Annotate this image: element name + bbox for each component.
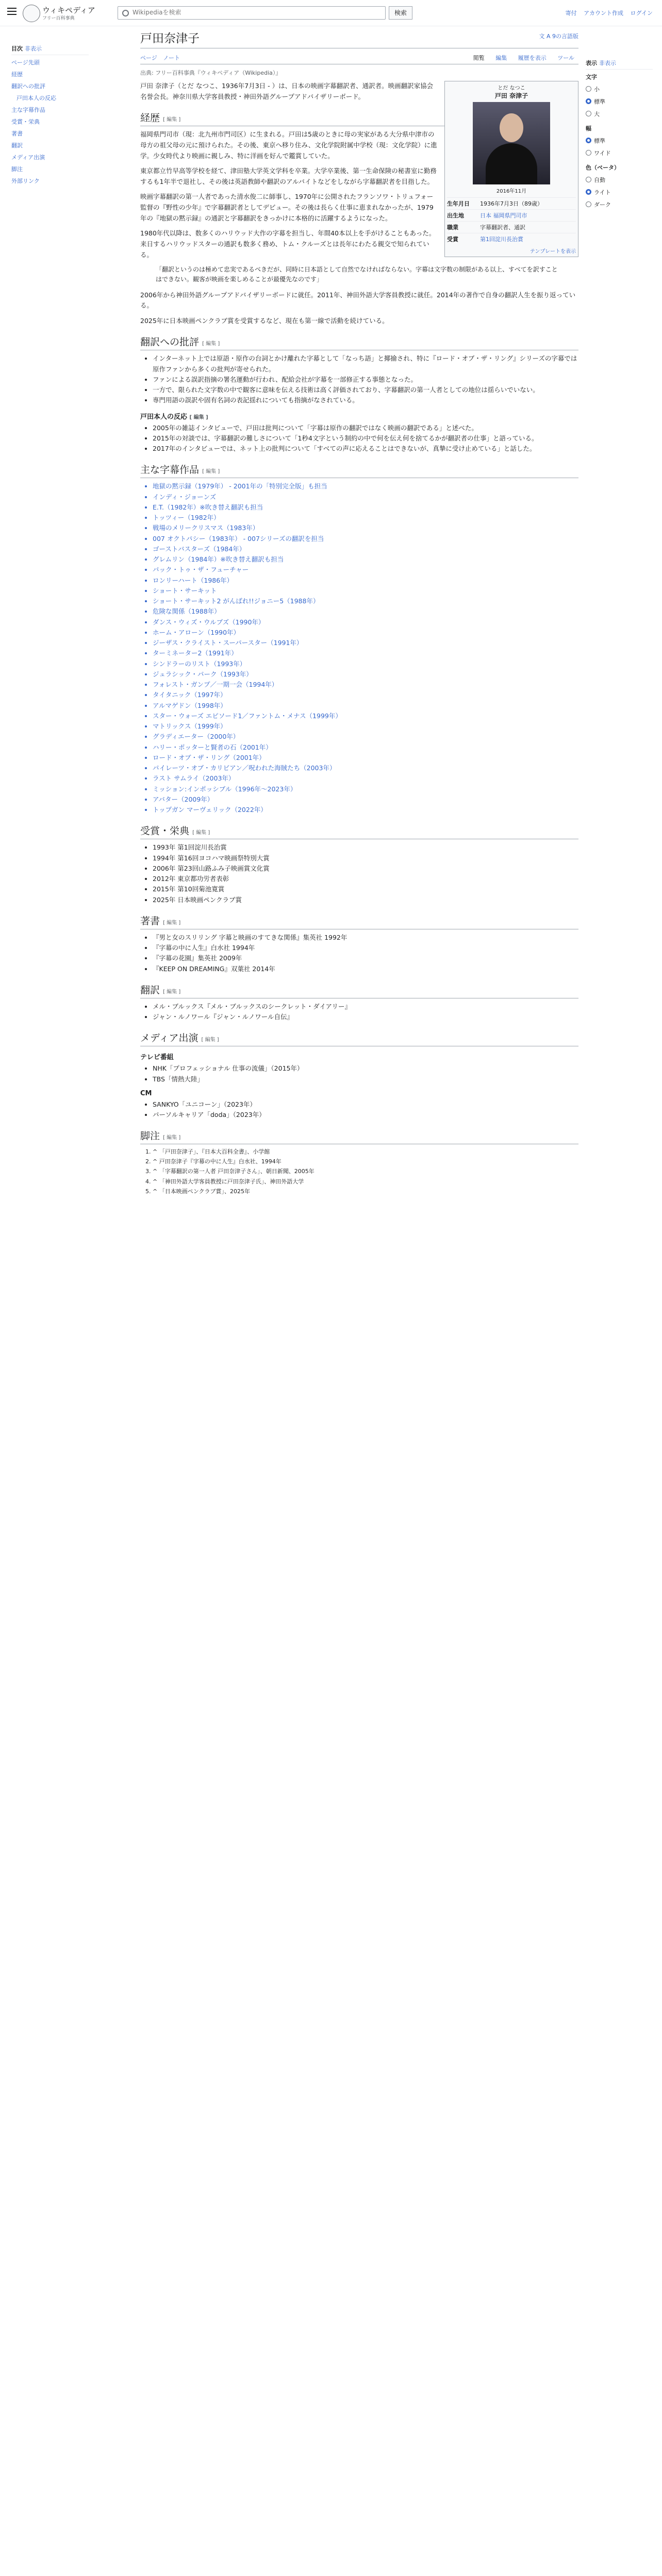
toc-item-awards[interactable]: 受賞・栄典 [11,118,40,125]
work-item[interactable]: • グレムリン（1984年）※吹き替え翻訳も担当 [153,554,578,565]
media-item: • SANKYO「ユニコーン」（2023年） [153,1099,578,1110]
work-item[interactable]: • タイタニック（1997年） [153,690,578,700]
work-item[interactable]: • ショート・サーキット [153,586,578,596]
template-link[interactable]: テンプレートを表示 [529,249,576,255]
site-title[interactable]: ウィキペディア [42,6,95,15]
toc-item-reaction[interactable]: 戸田本人の反応 [16,95,56,101]
work-item[interactable]: • スター・ウォーズ エピソード1／ファントム・メナス（1999年） [153,711,578,721]
infobox-caption: 2016年11月 [496,189,527,194]
blockquote: 「翻訳というのは極めて忠実であるべきだが、同時に日本語として自然でなければならない。字幕は文字数の制限がある以上、すべてを訳すことはできない。観客が映画を楽しめることが最優先なのです」 [156,266,558,283]
edit-link[interactable]: [ 編集 ] [202,469,220,475]
radio-icon [586,111,591,116]
search-input[interactable] [131,8,350,16]
appearance-heading: 表示 非表示 [586,59,653,70]
portrait-image[interactable] [473,102,550,184]
media-cm-heading: CM [140,1089,152,1097]
tv-list [153,1063,578,1084]
radio-selected-icon [586,189,591,195]
header [0,0,662,26]
edit-link[interactable]: [ 編集 ] [201,1037,219,1043]
section-career-heading: 経歴 [ 編集 ] [140,110,578,126]
color-label: 色（ベータ） [586,164,620,171]
book-item: • 『字幕の中に人生』白水社 1994年 [153,943,578,953]
toc-hide-button[interactable]: 非表示 [24,45,42,52]
color-light-option[interactable]: ライト [586,188,653,196]
list-item: • 2017年のインタビューでは、ネット上の批判について「すべての声に応えることはできないが、真摯に受け止めている」と話した。 [153,444,578,454]
work-item[interactable]: • ラスト サムライ（2003年） [153,773,578,784]
work-item[interactable]: • ホーム・アローン（1990年） [153,628,578,638]
work-item[interactable]: • ダンス・ウィズ・ウルブズ（1990年） [153,617,578,628]
toc-item-career[interactable]: 経歴 [11,71,23,78]
tab-page[interactable]: ページ [140,55,157,61]
work-item[interactable]: • ロンリーハート（1986年） [153,575,578,586]
list-item: • 専門用語の誤訳や固有名詞の表記揺れについても指摘がなされている。 [153,395,578,405]
work-item[interactable]: • ハリー・ポッターと賢者の石（2001年） [153,742,578,753]
work-item[interactable]: • 戦場のメリークリスマス（1983年） [153,523,578,533]
work-item[interactable]: • アルマゲドン（1998年） [153,701,578,711]
infobox-row: 受賞 第1回淀川長治賞 [447,233,576,245]
award-item: • 2006年 第23回山路ふみ子映画賞文化賞 [153,863,578,874]
career-paragraph: 1980年代以降は、数多くのハリウッド大作の字幕を担当し、年間40本以上を手がけることもあった。来日するハリウッドスターの通訳も数多く務め、トム・クルーズとは長年にわたる親交で知られている。 [140,229,436,259]
list-item: • 一方で、限られた文字数の中で観客に意味を伝える技術は高く評価されており、字幕翻訳の第一人者としての地位は揺らいでいない。 [153,385,578,395]
translation-item: • ジャン・ルノワール『ジャン・ルノワール自伝』 [153,1012,578,1022]
search-icon [122,10,129,16]
work-item[interactable]: • トッツィー（1982年） [153,513,578,523]
translation-item: • メル・ブルックス『メル・ブルックスのシークレット・ダイアリー』 [153,1002,578,1012]
work-item[interactable]: • 地獄の黙示録（1979年） - 2001年の「特別完全版」も担当 [153,481,578,492]
radio-selected-icon [586,138,591,143]
career-paragraph: 福岡県門司市（現：北九州市門司区）に生まれる。戸田は5歳のときに母の実家がある大分県中津市の母方の祖父母の元に預けられた。その後、東京へ移り住み、文化学院附属中学校（現：文化学院）に進学。少女時代より映画に親しみ、特に洋画を好んで鑑賞していた。 [140,130,437,160]
tab-talk[interactable]: ノート [163,55,180,61]
work-item[interactable]: • アバター（2009年） [153,794,578,805]
career-paragraph: 東京都立竹早高等学校を経て、津田塾大学英文学科を卒業。大学卒業後、第一生命保険の秘書室に勤務するも1年半で退社し、その後は英語教師や翻訳のアルバイトなどをしながら字幕翻訳者を目指した。 [140,167,437,185]
toc-item-external[interactable]: 外部リンク [11,178,40,184]
media-item: • NHK「プロフェッショナル 仕事の流儀」（2015年） [153,1063,578,1074]
section-awards-heading: 受賞・栄典 [ 編集 ] [140,823,578,839]
reference-item[interactable]: 3. ^ 「字幕翻訳の第一人者 戸田奈津子さん」、朝日新聞、2005年 [153,1167,578,1176]
career-paragraph: 映画字幕翻訳の第一人者であった清水俊二に師事し、1970年に公開されたフランソワ・トリュフォー監督の『野性の少年』で字幕翻訳者としてデビュー。その後は長らく仕事に恵まれなかったが、1979年の『地獄の黙示録』の通訳と字幕翻訳をきっかけに本格的に活躍するようになった。 [140,193,434,222]
work-item[interactable]: • ジーザス・クライスト・スーパースター（1991年） [153,638,578,648]
intro-paragraph: 戸田 奈津子（とだ なつこ、1936年7月3日 - ）は、日本の映画字幕翻訳者、通訳者。映画翻訳家協会名誉会長。神奈川県大学客員教授・神田外語グループアドバイザリーボード。 [140,82,434,100]
infobox-row: 出生地 日本 福岡県門司市 [447,209,576,221]
work-item[interactable]: • グラディエーター（2000年） [153,732,578,742]
work-item[interactable]: • ジュラシック・パーク（1993年） [153,669,578,680]
color-dark-option[interactable]: ダーク [586,200,653,209]
edit-link[interactable]: [ 編集 ] [192,830,210,836]
infobox-row: 職業 字幕翻訳者、通訳 [447,221,576,233]
reference-item[interactable]: 4. ^ 「神田外語大学客員教授に戸田奈津子氏」、神田外語大学 [153,1177,578,1186]
toc-heading: 目次 非表示 [11,44,89,55]
radio-icon [586,177,591,182]
appearance-hide-button[interactable]: 非表示 [599,60,616,66]
width-wide-option[interactable]: ワイド [586,149,653,157]
width-label: 幅 [586,125,591,132]
section-books-heading: 著書 [ 編集 ] [140,913,578,929]
portrait-body [486,143,537,184]
radio-icon [586,150,591,156]
books-list [153,933,578,974]
work-item[interactable]: • フォレスト・ガンプ／一期一会（1994年） [153,680,578,690]
article-source: 出典: フリー百科事典『ウィキペディア（Wikipedia）』 [140,70,282,76]
reference-item[interactable]: 2. ^ 戸田奈津子『字幕の中に人生』白水社、1994年 [153,1157,578,1166]
reaction-list [153,423,578,454]
article [140,29,578,1197]
page-tabs [140,52,578,64]
work-item[interactable]: • 007 オクトパシー（1983年） - 007シリーズの翻訳を担当 [153,534,578,544]
award-item: • 2015年 第10回菊池寛賞 [153,884,578,894]
infobox-row: 生年月日 1936年7月3日（89歳） [447,197,576,209]
edit-link[interactable]: [ 編集 ] [163,1135,181,1141]
book-item: • 『男と女のスリリング 字幕と映画のすてきな関係』集英社 1992年 [153,933,578,943]
toc-item-criticism[interactable]: 翻訳への批評 [11,83,45,90]
donate-link[interactable]: 寄付 [565,10,577,16]
radio-icon [586,201,591,207]
edit-link[interactable]: [ 編集 ] [189,414,208,420]
appearance-panel [586,54,653,213]
cm-list [153,1099,578,1121]
edit-link[interactable]: [ 編集 ] [163,117,181,123]
list-item: • 2015年の対談では、字幕翻訳の難しさについて「1秒4文字という制約の中で何を伝え何を捨てるかが翻訳者の仕事」と語っている。 [153,433,578,444]
edit-link[interactable]: [ 編集 ] [163,920,181,926]
work-item[interactable]: • インディ・ジョーンズ [153,492,578,502]
list-item: • 2005年の雑誌インタビューで、戸田は批判について「字幕は原作の翻訳ではなく映画の翻訳である」と述べた。 [153,423,578,433]
section-translations-heading: 翻訳 [ 編集 ] [140,982,578,998]
work-item[interactable]: • パイレーツ・オブ・カリビアン／呪われた海賊たち（2003年） [153,763,578,773]
text-standard-option[interactable]: 標準 [586,97,653,106]
infobox [444,81,578,257]
section-works-heading: 主な字幕作品 [ 編集 ] [140,462,578,478]
work-item[interactable]: • ゴーストバスターズ（1984年） [153,544,578,554]
list-item: • インターネット上では原語・原作の台詞とかけ離れた字幕として「なっち語」と揶揄され、特に『ロード・オブ・ザ・リング』シリーズの字幕では原作ファンから多くの批判が寄せられた。 [153,353,578,375]
width-standard-option[interactable]: 標準 [586,137,653,145]
toc-item-books[interactable]: 著書 [11,130,23,137]
works-list [153,481,578,815]
portrait-face [500,113,523,142]
radio-selected-icon [586,98,591,104]
award-item: • 1993年 第1回淀川長治賞 [153,842,578,853]
edit-link[interactable]: [ 編集 ] [202,341,220,347]
section-criticism-heading: 翻訳への批評 [ 編集 ] [140,334,578,350]
work-item[interactable]: • E.T.（1982年）※吹き替え翻訳も担当 [153,502,578,513]
toc-item-translations[interactable]: 翻訳 [11,142,23,149]
work-item[interactable]: • シンドラーのリスト（1993年） [153,659,578,669]
color-auto-option[interactable]: 自動 [586,176,653,184]
create-account-link[interactable]: アカウント作成 [584,10,624,16]
text-large-option[interactable]: 大 [586,110,653,118]
site-subtitle: フリー百科事典 [42,16,75,21]
text-small-option[interactable]: 小 [586,85,653,93]
work-item[interactable]: • ロード・オブ・ザ・リング（2001年） [153,753,578,763]
work-item[interactable]: • 危険な関係（1988年） [153,606,578,617]
toc-item-media[interactable]: メディア出演 [11,154,45,161]
wikipedia-logo[interactable] [23,5,40,22]
work-item[interactable]: • トップガン マーヴェリック（2022年） [153,805,578,815]
page-title: 戸田奈津子 [140,29,578,48]
awards-list [153,842,578,905]
language-button[interactable]: 文 A 9の言語版 [539,33,578,40]
award-item: • 1994年 第16回ヨコハマ映画祭特別大賞 [153,853,578,863]
criticism-list [153,353,578,405]
section-media-heading: メディア出演 [ 編集 ] [140,1030,578,1046]
work-item[interactable]: • ショート・サーキット2 がんばれ!!ジョニー5（1988年） [153,596,578,606]
career-paragraph: 2006年から神田外語グループアドバイザリーボードに就任。2011年、神田外語大学客員教授に就任。2014年の著作で自身の翻訳人生を振り返っている。 [140,291,576,310]
radio-icon [586,86,591,92]
reference-item[interactable]: 5. ^ 「日本映画ペンクラブ賞」、2025年 [153,1187,578,1196]
infobox-title: 戸田 奈津子 [494,92,528,99]
edit-link[interactable]: [ 編集 ] [163,989,181,995]
personal-links [560,9,653,17]
translations-list [153,1002,578,1023]
menu-icon[interactable] [7,8,16,17]
work-item[interactable]: • ミッション:インポッシブル（1996年～2023年） [153,784,578,794]
tab-tools[interactable]: ツール [557,55,574,61]
text-size-label: 文字 [586,74,597,80]
tab-read[interactable]: 閲覧 [473,55,485,61]
media-item: • TBS「情熱大陸」 [153,1074,578,1084]
section-reaction-heading: 戸田本人の反応 [ 編集 ] [140,413,208,421]
work-item[interactable]: • バック・トゥ・ザ・フューチャー [153,565,578,575]
book-item: • 『KEEP ON DREAMING』双葉社 2014年 [153,964,578,974]
toc-item-works[interactable]: 主な字幕作品 [11,107,45,113]
award-item: • 2025年 日本映画ペンクラブ賞 [153,895,578,905]
book-item: • 『字幕の花園』集英社 2009年 [153,953,578,963]
career-paragraph: 2025年に日本映画ペンクラブ賞を受賞するなど、現在も第一線で活動を続けている。 [140,316,389,325]
search-button[interactable]: 検索 [389,6,412,20]
tab-edit[interactable]: 編集 [495,55,507,61]
toc-item-notes[interactable]: 脚注 [11,166,23,173]
toc-item-top[interactable]: ページ先頭 [11,59,40,66]
search-box[interactable] [118,6,386,20]
list-item: • ファンによる誤訳指摘の署名運動が行われ、配給会社が字幕を一部修正する事態となった。 [153,375,578,385]
login-link[interactable]: ログイン [630,10,653,16]
reference-item[interactable]: 1. ^ 「戸田奈津子」、『日本大百科全書』、小学館 [153,1147,578,1156]
tab-history[interactable]: 履歴を表示 [518,55,547,61]
work-item[interactable]: • マトリックス（1999年） [153,721,578,732]
toc-sidebar [11,44,89,189]
references-list [153,1147,578,1195]
media-tv-heading: テレビ番組 [140,1054,174,1062]
award-item: • 2012年 東京都功労者表彰 [153,874,578,884]
work-item[interactable]: • ターミネーター2（1991年） [153,648,578,658]
media-item: • パーソルキャリア「doda」（2023年） [153,1110,578,1120]
section-notes-heading: 脚注 [ 編集 ] [140,1128,578,1144]
infobox-kana: とだ なつこ [498,86,525,91]
